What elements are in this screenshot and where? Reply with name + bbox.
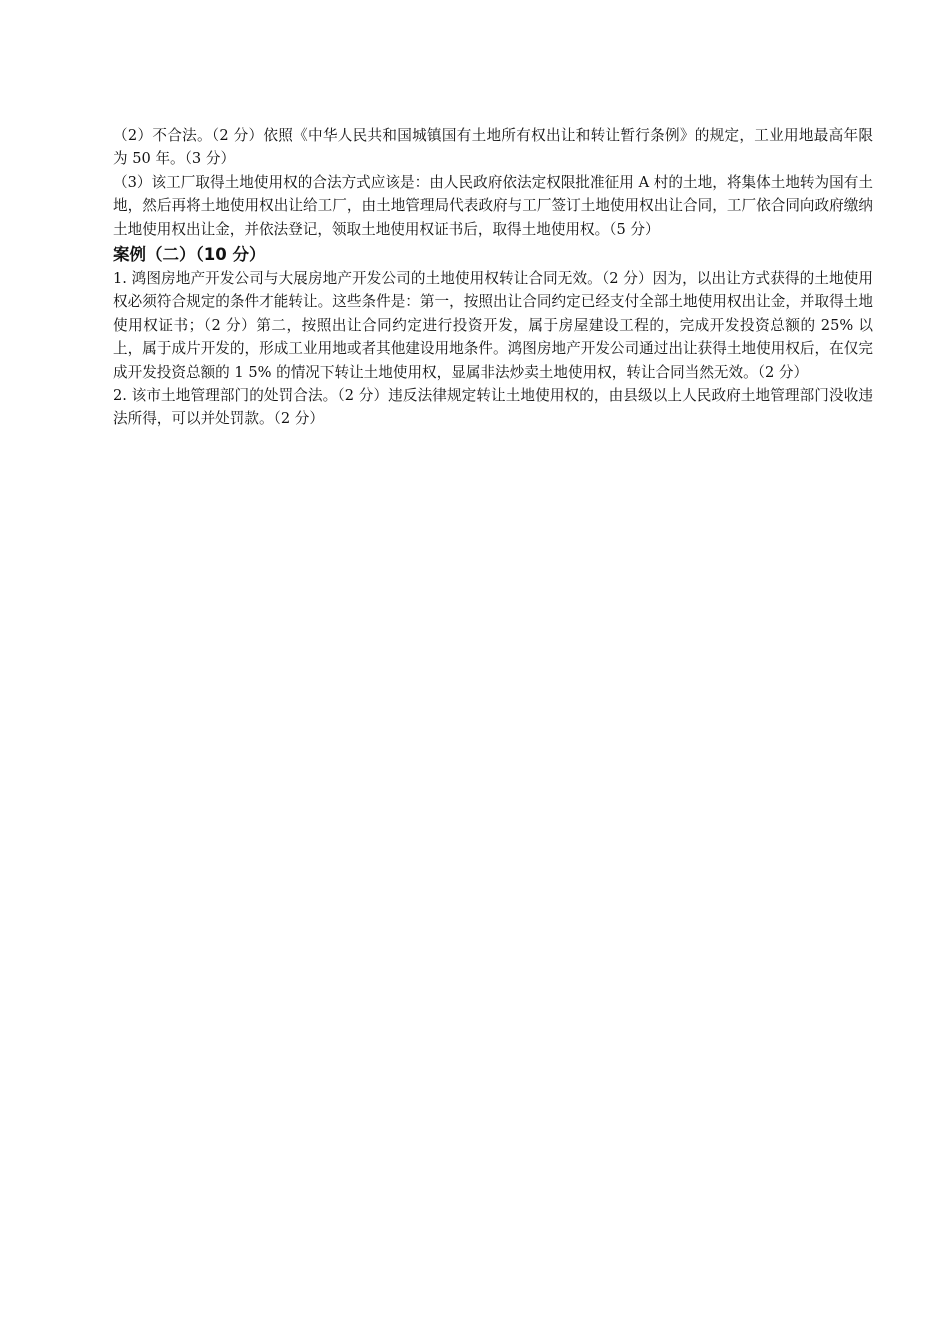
answer-paragraph-3: （3）该工厂取得土地使用权的合法方式应该是：由人民政府依法定权限批准征用 A 村的土地，将集体土地转为国有土地，然后再将土地使用权出让给工厂，由土地管理局代表政府与工厂签订土地使用权出让合同，工厂依合同向政府缴纳土地使用权出让金，并依法登记，领取土地使用权证书后，取得土地使用权。（5 分） bbox=[113, 173, 873, 238]
case-two-answer-2: 2. 该市土地管理部门的处罚合法。（2 分）违反法律规定转让土地使用权的，由县级以上人民政府土地管理部门没收违法所得，可以并处罚款。（2 分） bbox=[113, 387, 873, 428]
case-two-answer-1: 1. 鸿图房地产开发公司与大展房地产开发公司的土地使用权转让合同无效。（2 分）因为，以出让方式获得的土地使用权必须符合规定的条件才能转让。这些条件是：第一，按照出让合同约定已经支付全部土地使用权出让金，并取得土地使用权证书；（2 分）第二，按照出让合同约定进行投资开发，属于房屋建设工程的，完成开发投资总额的 25% 以上，属于成片开发的，形成工业用地或者其他建设用地条件。鸿图房地产开发公司通过出让获得土地使用权后，在仅完成开发投资总额的 1 5% 的情况下转让土地使用权，显属非法炒卖土地使用权，转让合同当然无效。（2 分） bbox=[113, 270, 873, 381]
case-two-heading: 案例（二）（10 分） bbox=[113, 245, 266, 265]
answer-paragraph-2: （2）不合法。（2 分）依照《中华人民共和国城镇国有土地所有权出让和转让暂行条例》的规定，工业用地最高年限为 50 年。（3 分） bbox=[113, 127, 873, 168]
document-page bbox=[113, 124, 873, 431]
